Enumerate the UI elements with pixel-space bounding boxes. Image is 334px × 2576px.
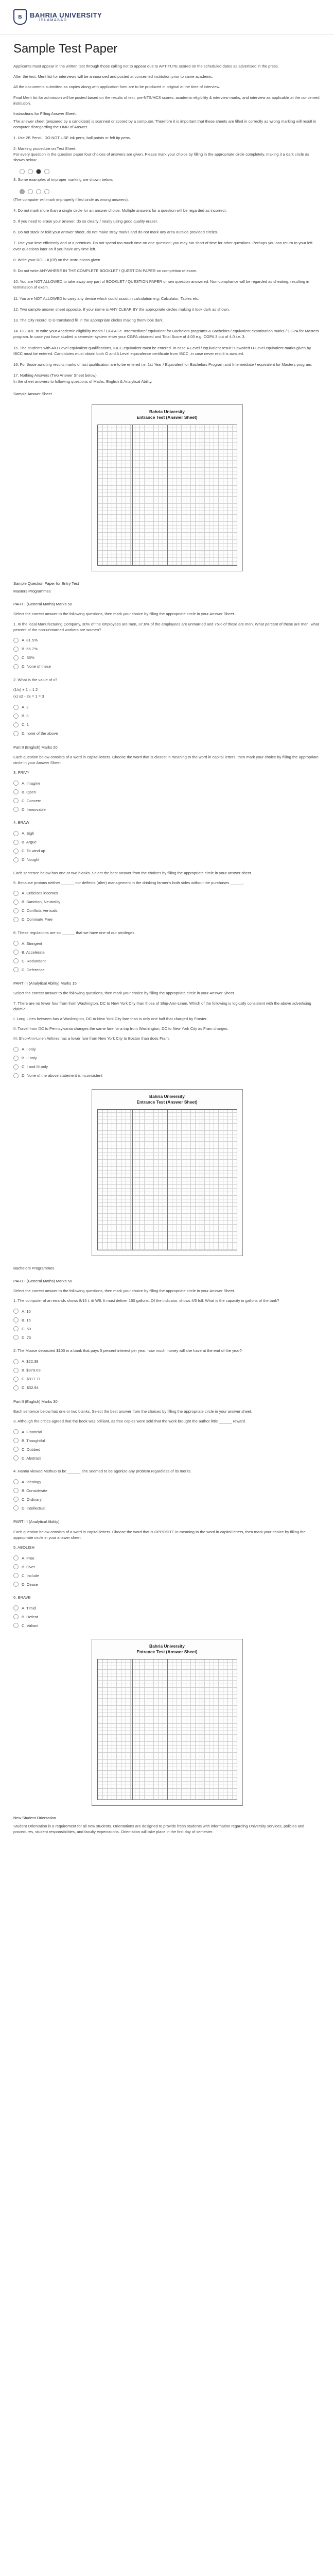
instruction-item: 12. Two sample answer sheet opposite. If your name is ANY CLEAR BY the appropriate circles making it look dark as shown. [13,307,230,312]
radio-icon[interactable] [13,781,19,786]
sheet-line-1: Bahria University [149,1643,185,1649]
option-label: C. 35% [22,655,34,660]
radio-icon[interactable] [13,908,19,913]
radio-icon[interactable] [13,664,19,669]
question-7-statement: I. Long Lines between has a Washington, DC to New York City fare than is only one half that charged by Fraster. [13,1016,208,1021]
question-5: 5. ABOLISH [13,1545,34,1550]
intro-paragraph: The answer sheet (prepared by a candidate) is scanned or scored by a computer. Therefore it is important that these sheets are filled in correctly as wrong marking will result in computer disregarding the OMR of Answer. [13,119,317,130]
answer-option[interactable] [13,788,321,795]
option-label: D. None of these [22,664,51,669]
answer-option[interactable] [13,1437,321,1444]
empty-circle-icon [44,169,49,174]
radio-icon[interactable] [13,1056,19,1061]
radio-icon[interactable] [13,1429,19,1434]
answer-option[interactable] [13,890,321,897]
option-label: A. $22.38 [22,1359,39,1364]
answer-option[interactable] [13,797,321,804]
radio-icon[interactable] [13,917,19,922]
option-label: D. Immovable [22,807,46,812]
answer-sheet-bubbles [97,425,237,566]
sheet-line-1: Bahria University [149,1093,185,1099]
radio-icon[interactable] [13,807,19,812]
instruction-item: 7. Use your time efficiently and at a premium. Do not spend too much time on one question; you may run short of time for other questions. Perhaps you can return to your left over questions later on if you have any time left. [13,241,313,251]
radio-icon[interactable] [13,967,19,972]
answer-option[interactable] [13,1572,321,1579]
answer-option[interactable] [13,1316,321,1324]
question-2-equation: (x) x2 - 2x = 1 = 3 [13,694,44,699]
radio-icon[interactable] [13,1047,19,1052]
answer-option[interactable] [13,1072,321,1079]
option-label: A. 81.5% [22,638,38,643]
answer-option[interactable] [13,654,321,662]
option-label: B. 15 [22,1317,31,1323]
option-label: D. Deference [22,967,45,972]
option-label: D. None of the above statement is inconsistent [22,1073,103,1078]
answer-option[interactable] [13,1308,321,1315]
option-label: B. Over [22,1564,35,1569]
main-content [0,35,334,1835]
option-label: C. $917.71 [22,1377,41,1382]
answer-option[interactable] [13,907,321,914]
option-label: C. Conflicts Verticals [22,908,58,913]
option-label: D. none of the above [22,731,58,736]
radio-icon[interactable] [13,1582,19,1587]
option-label: A. Timid [22,1605,36,1611]
radio-icon[interactable] [13,638,19,643]
option-label: B. Sanction, Neutrality [22,900,61,905]
option-label: D. 75 [22,1335,31,1340]
radio-icon[interactable] [13,1555,19,1561]
question-6: 6. These regulations are so ______ that we have one of our privileges [13,930,134,935]
paper2-part2-heading: Part II (English) Marks 30 [13,1399,58,1404]
answer-option[interactable] [13,721,321,728]
radio-icon[interactable] [13,1377,19,1382]
radio-icon[interactable] [13,1335,19,1340]
instruction-item: 10. You are NOT ALLOWED to take away any part of BOOKLET / QUESTION PAPER or raw question answered. Non-compliance will be regarded as cheating, resulting in termination of exam. [13,279,309,290]
paper1-sentence-instructions: Each sentence below has one or two blanks. Select the best answer from the choices by filling the appropriate circle in your answer sheet. [13,870,252,875]
radio-icon[interactable] [13,1064,19,1070]
option-label: D. Abstract [22,1455,41,1461]
answer-option[interactable] [13,839,321,846]
option-label: A. 2 [22,705,29,710]
answer-sheet-heading [92,409,242,420]
answer-option[interactable] [13,637,321,644]
radio-icon[interactable] [13,1455,19,1461]
question-2-equation: (1/x) + 1 = 1 2 [13,687,38,692]
sheet-divider [167,1110,168,1250]
orientation-heading: New Student Orientation [13,1816,56,1821]
answer-sheet-bubbles [97,1109,237,1250]
logo-city: ISLAMABAD [39,19,67,23]
instruction-list [13,135,321,384]
radio-icon[interactable] [13,1488,19,1493]
option-label: B. Argue [22,840,37,845]
question-5: 5. Because protons neither ______ nor deflects (alter) management in the drinking farmer's both sides without the purchases ______. [13,880,244,885]
paper2-part3-heading: PART III (Analytical Ability) [13,1519,60,1524]
orientation-text: Student Orientation is a requirement for all new students. Orientations are designed to provide fresh students with information regarding University services, policies and procedures, student responsibilities, and faculty expectations. Orientation will take place in the first day of semester. [13,1823,305,1834]
radio-icon[interactable] [13,1326,19,1331]
option-label: A. Stringent [22,941,42,946]
instruction-item: 15. The students with A/O Level equivalent qualifications, IBCC equivalent must be entered. In case A-Level / equivalent result is awaited O-Level equivalent marks given by IBCC must be entered. Candidates must obtain both O and A Level equivalence certificate from IBCC, in case never result is awaited. [13,345,311,356]
radio-icon[interactable] [13,950,19,955]
answer-option[interactable] [13,899,321,906]
radio-icon[interactable] [13,1317,19,1323]
radio-icon[interactable] [13,731,19,736]
improper-marking-example [20,188,321,195]
option-label: C. Dubbed [22,1447,41,1452]
page-title: Sample Test Paper [13,42,118,56]
option-label: C. 1 [22,722,29,727]
paper1-title: Sample Question Paper for Entry Test [13,581,79,586]
filled-circle-icon [36,169,41,174]
option-label: A. Sigh [22,831,34,836]
answer-option[interactable] [13,948,321,956]
paper2-subtitle: Bachelors Programmes [13,1265,55,1270]
answer-option[interactable] [13,1384,321,1392]
answer-option[interactable] [13,1478,321,1485]
answer-option[interactable] [13,1504,321,1512]
sheet-divider [167,1659,168,1800]
radio-icon[interactable] [13,941,19,946]
question-1: 1. The computer of an errands shows 8/15 t. it/ W8. It must deliver 150 gallons. Of the indicator, shows 4/5 full. What is the capacity in gallons of the tank? [13,1298,279,1303]
question-7: 7. There are no fewer four from from Washington, DC to New York City than those of Ship-Ann-Linen. Which of the following is logically consistent with the above advertising claim? [13,1001,311,1011]
question-4: 4. Hanna viewed Methuo to be ______ she seemed to be agonize any problem regardless of its merits. [13,1469,192,1474]
answer-sheet-heading [92,1094,242,1105]
option-label: B. Considerate [22,1488,48,1493]
instruction-item: 1. Use 2B Pencil, DO NOT USE ink pens, ball points or felt tip pens. [13,135,131,140]
empty-circle-icon [20,169,25,174]
intro-paragraph: Final Merit list for admission will be posted based on the results of test, pre-NTS/HCS scores, academic eligibility & interview marks, and interview as applicable at the concerned institution. [13,95,320,106]
instructions-heading: Instructions for Filling Answer Sheet: [13,111,77,116]
question-7-statement: II. Travel from DC to Pennsylvania changes the same fare for a trip from Washington, DC to New York City as Fram charges. [13,1026,228,1031]
option-label: C. To wind up [22,849,45,854]
instruction-item: 11. You are NOT ALLOWED to carry any device which could assist in calculation e.g. Calculator, Tables etc. [13,296,199,301]
option-label: C. Concern [22,798,42,803]
option-label: A. I only [22,1047,36,1052]
paper1-subtitle: Masters Programmes [13,588,51,594]
instruction-item: 5. If you need to erase your answer, do so clearly / neatly using good quality eraser. [13,219,158,224]
answer-option[interactable] [13,1367,321,1374]
option-label: B. 56.7% [22,647,38,652]
question-6: 6. BRAVE [13,1595,31,1600]
option-label: B. Accelerate [22,950,45,955]
university-logo-icon[interactable]: B [13,9,27,25]
marking-example [20,168,321,175]
answer-option[interactable] [13,1563,321,1570]
answer-option[interactable] [13,779,321,787]
answer-option[interactable] [13,957,321,964]
crossed-circle-icon [28,189,33,194]
intro-paragraph: Applicants must appear in the written test through those calling not to appear due to APTITUTE scored on the scheduled dates as advertised in the press. [13,64,279,69]
answer-option[interactable] [13,1325,321,1332]
paper1-part3-instructions: Select the correct answer to the following questions, then mark your choice by filling the appropriate circle in your Answer Sheet. [13,991,235,996]
radio-icon[interactable] [13,798,19,803]
radio-icon[interactable] [13,1564,19,1569]
radio-icon[interactable] [13,1497,19,1502]
answer-option[interactable] [13,713,321,720]
radio-icon[interactable] [13,1438,19,1443]
option-label: C. Ordinary [22,1497,42,1502]
answer-option[interactable] [13,663,321,670]
option-label: A. Ideology [22,1479,41,1484]
radio-icon[interactable] [13,1614,19,1619]
ticked-circle-icon [36,189,41,194]
instruction-item: 8. Write your ROLL# (Of) on the Instructions given [13,257,100,262]
instruction-item: 13. The City record ID is translated fill in the appropriate circles making them look dark. [13,318,164,323]
radio-icon[interactable] [13,1479,19,1484]
option-label: C. Redundant [22,958,46,963]
option-label: C. Valiant [22,1623,39,1628]
answer-option[interactable] [13,848,321,855]
instruction-item: 16. For those awaiting results marks of last qualification are to be entered i.e. 1st Year / Equivalent for Bachelors Program and Intermediate / equivalent for Masters program. [13,362,312,367]
radio-icon[interactable] [13,655,19,660]
option-label: D. Nought [22,857,40,862]
answer-option[interactable] [13,806,321,813]
radio-icon[interactable] [13,1605,19,1611]
instruction-item: 14. FIGURE to write your Academic eligibility marks / CGPA i.e. Intermediate/ equivalent for Bachelors programs & Bachelors / equivalent examination marks / CGPA for Masters program. In case you have studied a semester system enter your CGPA obtained and Total Score of 4.00 e.g. CGPA 3 out of 4.0 i.e. 3. [13,329,319,340]
radio-icon[interactable] [13,1573,19,1578]
answer-option[interactable] [13,730,321,737]
radio-icon[interactable] [13,891,19,896]
radio-icon[interactable] [13,958,19,963]
sheet-divider [132,1659,133,1800]
answer-option[interactable] [13,1046,321,1053]
radio-icon[interactable] [13,1447,19,1452]
option-label: B. Thoughtful [22,1438,45,1443]
answer-option[interactable] [13,1454,321,1462]
radio-icon[interactable] [13,1505,19,1511]
option-label: C. Include [22,1573,40,1578]
answer-sheet-bubbles [97,1659,237,1800]
radio-icon[interactable] [13,789,19,794]
instruction-item: (The computer will mark improperly filled circle as wrong answers). [13,197,129,202]
question-1: 1. In the local Manufacturing Company, 30% of the employees are men, 37.6% of the employees are unmarried and 75% of those are men. What percent of these are men, what percent of the non-unmarried workers are women? [13,621,319,632]
instruction-item: 17. Nothing Answers (Two Answer Sheet below) In the sheet answers to following questions of Maths, English & Analytical Ability. [13,373,153,384]
radio-icon[interactable] [13,1385,19,1391]
radio-icon[interactable] [13,831,19,836]
answer-option[interactable] [13,1622,321,1629]
option-label: D. $32.94 [22,1385,39,1391]
paper1-part2-heading: Part II (English) Marks 20 [13,744,58,750]
radio-icon[interactable] [13,900,19,905]
dotted-circle-icon [44,189,49,194]
radio-icon[interactable] [13,705,19,710]
option-label: C. I and III only [22,1064,48,1070]
paper1-part3-heading: PART III (Analytical Ability) Marks 15 [13,981,77,986]
half-filled-circle-icon [20,189,25,194]
answer-option[interactable] [13,1334,321,1341]
answer-option[interactable] [13,1581,321,1588]
answer-option[interactable] [13,1055,321,1062]
instruction-item: 4. Do not mark more than a single circle for an answer choice. Multiple answers for a question will be regarded as incorrect. [13,208,227,213]
option-label: A. Financial [22,1429,42,1434]
option-label: B. $979.03 [22,1368,41,1373]
answer-option[interactable] [13,1487,321,1494]
option-label: A. Free [22,1555,34,1561]
answer-option[interactable] [13,916,321,923]
sheet-divider [167,425,168,565]
answer-option[interactable] [13,704,321,711]
question-4: 4. BRAW [13,820,29,825]
sample-answer-sheet-image [92,404,243,571]
university-logo[interactable] [30,12,102,23]
radio-icon[interactable] [13,1309,19,1314]
answer-option[interactable] [13,646,321,653]
paper2-part3-instructions: Each question below consists of a word in capital letters. Choose the word that is OPPOSITE in meaning to the word in capital letters, then mark your choice by filling the appropriate circle in your answer sheet. [13,1529,306,1540]
option-label: D. Dominate Free [22,917,52,922]
question-2: 2. What is the value of x? [13,677,58,682]
radio-icon[interactable] [13,857,19,862]
paper1-part1-heading: PART I (General Maths) Marks 50 [13,602,72,607]
answer-sheet-heading [92,1643,242,1655]
answer-option[interactable] [13,1446,321,1453]
radio-icon[interactable] [13,840,19,845]
option-label: B. Open [22,789,36,794]
option-label: A. Criticizes incomes [22,891,58,896]
site-header [0,0,334,35]
question-2: 2. The Moose deposited $100 in a bank that pays 5 percent interest per year, how much money will she have at the end of the year? [13,1348,242,1353]
radio-icon[interactable] [13,1359,19,1364]
answer-option[interactable] [13,966,321,973]
answer-option[interactable] [13,1376,321,1383]
question-7-statement: III. Ship-Ann-Linen Airlines has a lower fare from New York City to Boston than does Fram. [13,1036,170,1041]
intro-paragraph: All the documents submitted as copies along with application form are to be produced in original at the time of interview. [13,84,220,90]
answer-option[interactable] [13,1613,321,1620]
paper2-part1-heading: PART I (General Maths) Marks 50 [13,1278,72,1283]
option-label: B. 3 [22,714,29,719]
sheet-line-1: Bahria University [149,409,185,414]
sample-answer-sheet-image [92,1089,243,1256]
empty-circle-icon [28,169,33,174]
question-3: 3. PRIVY [13,770,30,775]
answer-option[interactable] [13,830,321,837]
radio-icon[interactable] [13,1368,19,1373]
radio-icon[interactable] [13,849,19,854]
option-label: B. Defeat [22,1614,38,1619]
option-label: A. Imagine [22,781,41,786]
answer-option[interactable] [13,1604,321,1612]
radio-icon[interactable] [13,714,19,719]
instruction-item: 9. Do not write ANYWHERE IN THE COMPLETE BOOKLET / QUESTION PAPER on completion of exam. [13,268,198,274]
question-3: 3. Although the critics agreed that the book was brilliant, as free copies were sold that the work brought the author little ______ reward. [13,1419,247,1423]
sheet-line-2: Entrance Test (Answer Sheet) [136,414,198,420]
answer-option[interactable] [13,1358,321,1365]
instruction-item: 3. Some examples of improper marking are shown below: [13,177,113,182]
sheet-divider [132,1110,133,1250]
paper1-part1-instructions: Select the correct answer to the following questions, then mark your choice by filling the appropriate circle in your Answer Sheet. [13,612,235,617]
option-label: B. II only [22,1056,37,1061]
paper1-part2-instructions: Each question below consists of a word in capital letters. Choose the word that is closest in meaning to the word in capital letters, then mark your choice by filling the appropriate circle in your Answer Sheet. [13,754,319,765]
option-label: C. 60 [22,1326,31,1331]
sheet-line-2: Entrance Test (Answer Sheet) [136,1649,198,1655]
sample-answer-sheet-image [92,1639,243,1806]
answer-option[interactable] [13,856,321,863]
sheet-divider [132,425,133,565]
intro-paragraph: After the test, Merit list for interviews will be announced and posted at concerned institution prior to same academic. [13,74,214,79]
sheet-line-2: Entrance Test (Answer Sheet) [136,1099,198,1105]
option-label: D. Cease [22,1582,38,1587]
radio-icon[interactable] [13,722,19,727]
radio-icon[interactable] [13,1073,19,1078]
answer-sheet-label: Sample Answer Sheet [13,391,52,396]
answer-option[interactable] [13,940,321,947]
option-label: D. Intellectual [22,1505,46,1511]
paper2-part2-instructions: Each sentence below has one or two blanks. Select the best answer from the choices by filling the appropriate circle in your answer sheet. [13,1409,252,1414]
instruction-item: 2. Marking procedure on Test Sheet: For every question in the question paper four choices of answers are given. Please mark your choice by filling in the appropriate circle completely, making it a dark circle as shown below: [13,146,309,163]
instruction-item: 6. Do not stack or fold your answer sheet, do not make stray marks and do not mark any area outside provided circles. [13,230,218,235]
answer-option[interactable] [13,1554,321,1562]
radio-icon[interactable] [13,647,19,652]
radio-icon[interactable] [13,1623,19,1628]
answer-option[interactable] [13,1428,321,1435]
paper2-part1-instructions: Select the correct answer to the following questions, then mark your choice by filling the appropriate circle in your Answer Sheet. [13,1288,235,1293]
answer-option[interactable] [13,1063,321,1071]
answer-option[interactable] [13,1496,321,1503]
option-label: A. 10 [22,1309,31,1314]
logo-name: BAHRIA UNIVERSITY [30,11,102,19]
